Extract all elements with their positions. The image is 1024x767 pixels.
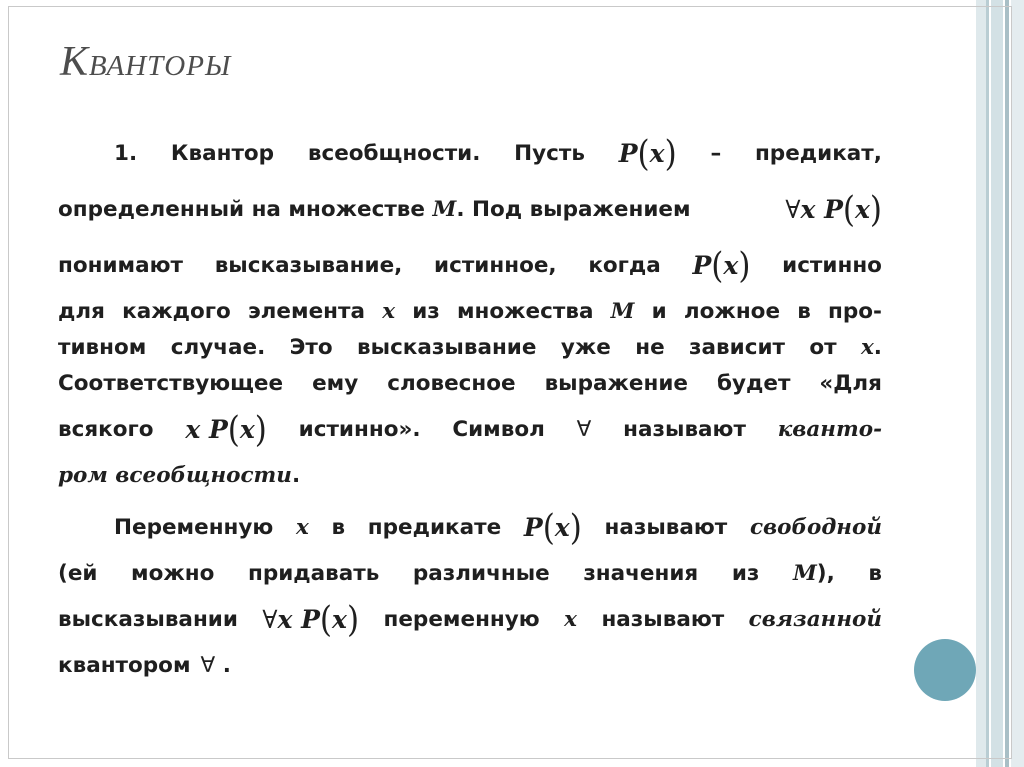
text-line bbox=[58, 182, 882, 238]
text-fragment: элемента bbox=[247, 299, 365, 324]
text-fragment: уже bbox=[560, 335, 611, 360]
text-fragment: Квантор bbox=[170, 141, 275, 166]
text-fragment: (ей bbox=[58, 561, 98, 586]
text-fragment: каждого bbox=[122, 299, 231, 324]
text-line bbox=[58, 500, 882, 556]
text-fragment: придавать bbox=[247, 561, 380, 586]
formula-forall-x-p-of-x: ∀x P(x) bbox=[262, 599, 360, 641]
text-fragment: квантором bbox=[58, 653, 191, 678]
text-line bbox=[58, 648, 882, 684]
text-fragment: и bbox=[651, 299, 667, 324]
text-fragment: – bbox=[710, 141, 722, 166]
text-fragment: не bbox=[635, 335, 665, 360]
text-fragment: в bbox=[797, 299, 811, 324]
text-fragment: предикате bbox=[367, 515, 502, 540]
text-fragment: Соответствующее bbox=[58, 371, 284, 396]
text-fragment: значения bbox=[583, 561, 699, 586]
text-fragment: выражение bbox=[544, 371, 689, 396]
text-fragment: высказывании bbox=[58, 607, 238, 632]
text-fragment: предикат, bbox=[754, 141, 882, 166]
text-fragment: ему bbox=[312, 371, 359, 396]
text-fragment: понимают bbox=[58, 253, 183, 278]
text-fragment: связанной bbox=[748, 607, 882, 632]
variable-x: x bbox=[382, 299, 396, 324]
text-fragment: для bbox=[58, 299, 105, 324]
text-fragment: тивном bbox=[58, 335, 147, 360]
formula-p-of-x: P(x) bbox=[523, 507, 582, 549]
formula-p-of-x: P(x) bbox=[618, 133, 677, 175]
text-fragment: в bbox=[331, 515, 346, 540]
text-fragment: случае. bbox=[170, 335, 266, 360]
text-fragment: Переменную bbox=[114, 515, 274, 540]
text-fragment: из bbox=[731, 561, 760, 586]
decorative-stripe bbox=[976, 0, 986, 767]
slide-body bbox=[58, 126, 882, 684]
text-line bbox=[58, 126, 882, 182]
decorative-stripe bbox=[1011, 0, 1024, 767]
text-fragment: когда bbox=[588, 253, 661, 278]
text-line bbox=[58, 556, 882, 592]
text-fragment: 1. bbox=[114, 141, 138, 166]
decorative-stripe bbox=[986, 0, 989, 767]
text-line bbox=[58, 330, 882, 366]
text-fragment: из bbox=[412, 299, 440, 324]
text-fragment: зависит bbox=[689, 335, 785, 360]
text-fragment: ложное bbox=[683, 299, 781, 324]
variable-m: M bbox=[610, 299, 635, 324]
text-fragment: всякого bbox=[58, 417, 154, 442]
text-fragment: высказывание, bbox=[214, 253, 403, 278]
text-fragment: x. bbox=[860, 335, 882, 360]
text-line bbox=[58, 402, 882, 458]
text-fragment: определенный на множестве M. Под выражением bbox=[58, 197, 691, 222]
text-fragment: Пусть bbox=[514, 141, 585, 166]
forall-symbol: ∀ bbox=[576, 417, 592, 442]
text-fragment: в bbox=[868, 561, 882, 586]
decorative-stripe bbox=[991, 0, 1003, 767]
variable-x: x bbox=[296, 515, 309, 540]
text-fragment: Это bbox=[289, 335, 333, 360]
text-fragment: ром всеобщности. bbox=[58, 463, 301, 488]
text-fragment: истинное, bbox=[434, 253, 557, 278]
text-fragment: можно bbox=[131, 561, 215, 586]
text-fragment: множества bbox=[456, 299, 594, 324]
text-fragment: всеобщности. bbox=[307, 141, 481, 166]
decorative-circle bbox=[914, 639, 976, 701]
text-fragment: «Для bbox=[819, 371, 882, 396]
text-fragment: M), bbox=[792, 561, 835, 586]
text-fragment: словесное bbox=[387, 371, 516, 396]
text-line bbox=[58, 366, 882, 402]
text-fragment: от bbox=[809, 335, 837, 360]
text-line bbox=[58, 294, 882, 330]
text-fragment: истинно bbox=[782, 253, 882, 278]
text-fragment: высказывание bbox=[357, 335, 537, 360]
text-fragment: переменную bbox=[383, 607, 540, 632]
text-fragment: истинно». bbox=[298, 417, 421, 442]
text-fragment: называют bbox=[623, 417, 746, 442]
text-fragment: свободной bbox=[749, 515, 882, 540]
text-line bbox=[58, 592, 882, 648]
text-line bbox=[58, 238, 882, 294]
text-fragment: называют bbox=[604, 515, 728, 540]
formula-forall-x-p-of-x: ∀x P(x) bbox=[785, 189, 882, 231]
slide-title: Кванторы bbox=[60, 39, 232, 85]
text-fragment: ∀ . bbox=[200, 653, 231, 678]
decorative-stripe bbox=[1005, 0, 1009, 767]
text-fragment: различные bbox=[412, 561, 550, 586]
text-fragment: будет bbox=[716, 371, 791, 396]
text-fragment: кванто- bbox=[777, 417, 882, 442]
formula-x-p-of-x: x P(x) bbox=[185, 409, 267, 451]
text-fragment: Символ bbox=[452, 417, 545, 442]
text-line bbox=[58, 458, 882, 494]
text-fragment: называют bbox=[601, 607, 725, 632]
formula-p-of-x: P(x) bbox=[692, 245, 751, 287]
variable-x: x bbox=[564, 607, 577, 632]
text-fragment: про- bbox=[828, 299, 882, 324]
